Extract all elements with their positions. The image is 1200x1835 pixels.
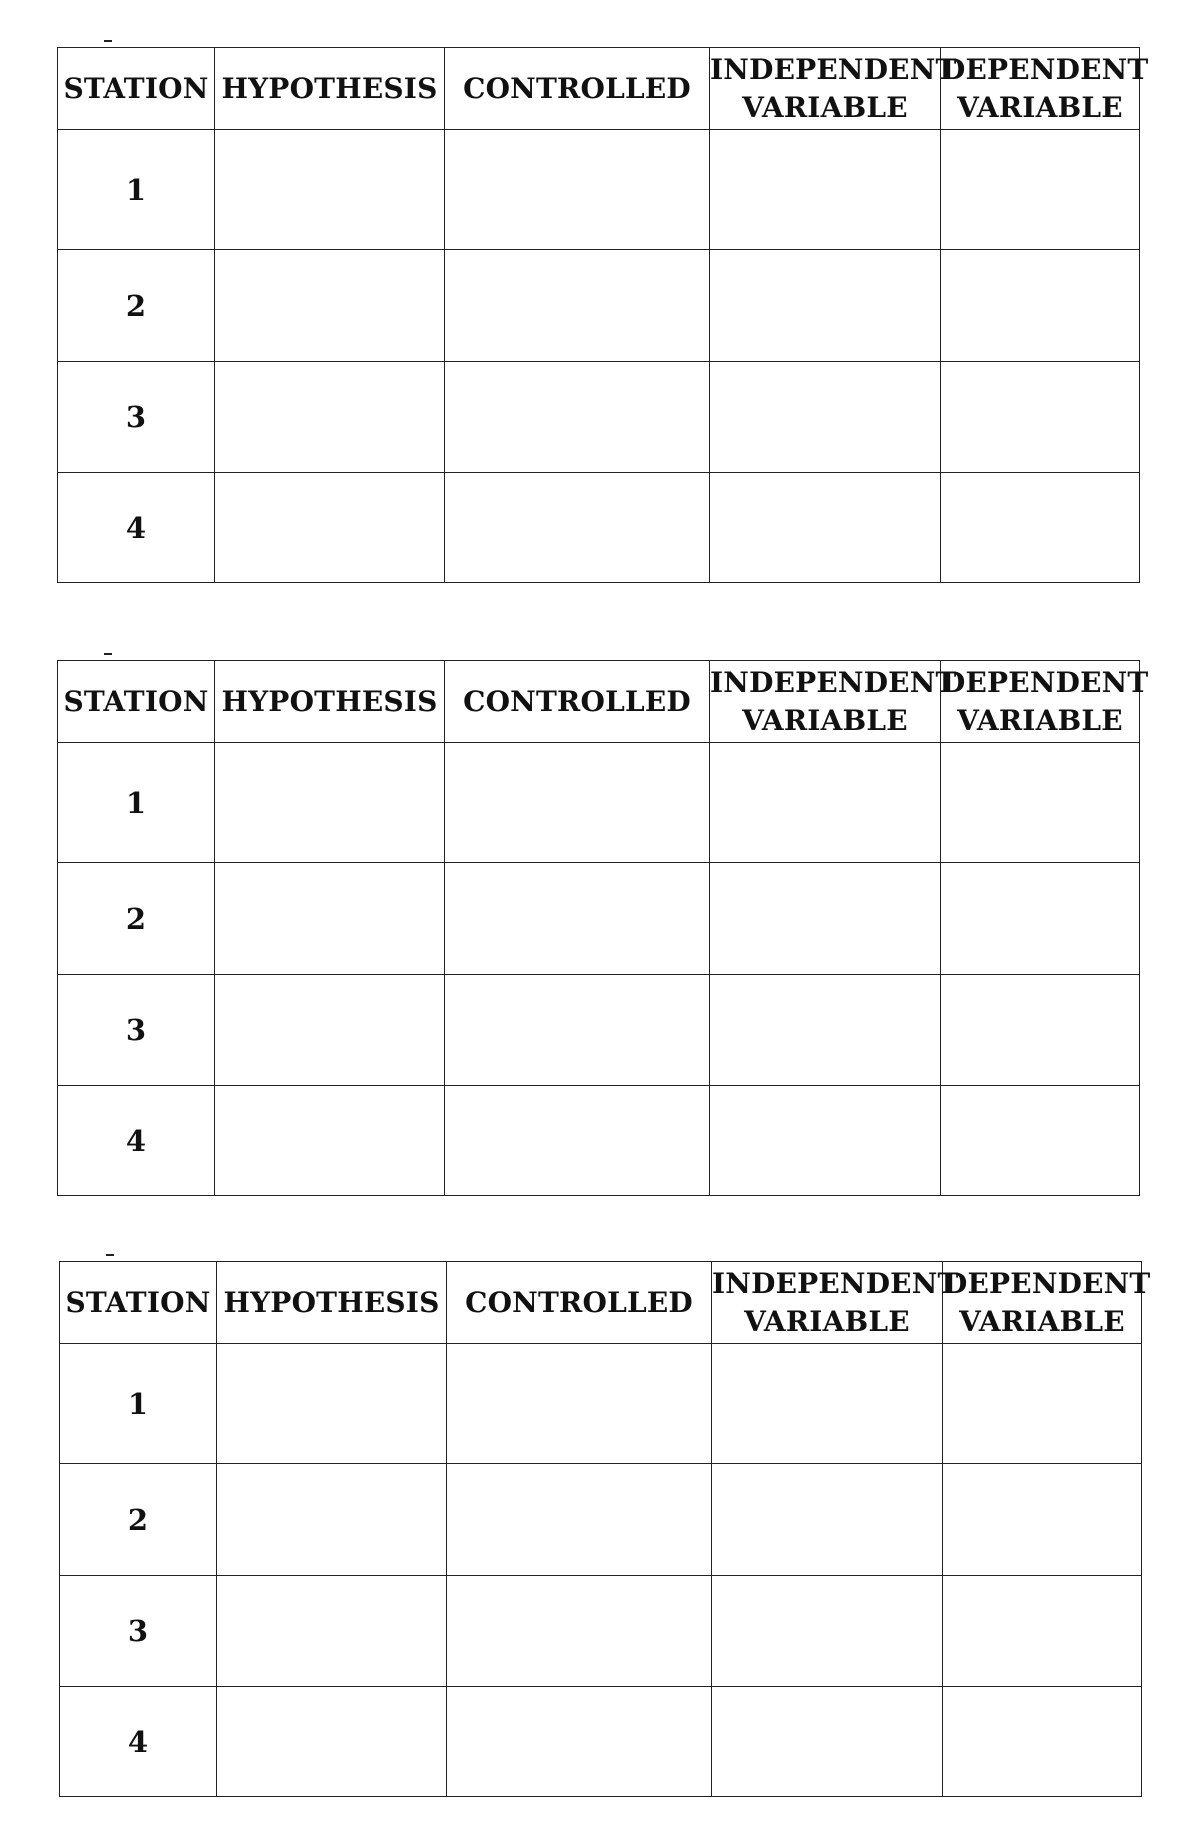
independent-variable-cell[interactable] bbox=[710, 1086, 941, 1196]
table-header-row bbox=[60, 1262, 1142, 1344]
table-header-row bbox=[58, 48, 1140, 130]
table-row bbox=[58, 975, 1140, 1086]
hypothesis-cell[interactable] bbox=[217, 1464, 447, 1576]
header-independent-variable bbox=[712, 1262, 959, 1344]
header-independent-line1: INDEPENDENT bbox=[712, 1266, 959, 1300]
table-row bbox=[58, 362, 1140, 473]
independent-variable-cell[interactable] bbox=[710, 473, 941, 583]
table-1-tick-mark bbox=[104, 40, 112, 42]
controlled-cell[interactable] bbox=[445, 1086, 710, 1196]
header-dependent-variable bbox=[941, 48, 1149, 130]
table-row bbox=[60, 1687, 1142, 1797]
independent-variable-cell[interactable] bbox=[712, 1344, 943, 1464]
dependent-variable-cell[interactable] bbox=[943, 1687, 1142, 1797]
header-controlled: CONTROLLED bbox=[445, 48, 710, 130]
controlled-cell[interactable] bbox=[447, 1687, 712, 1797]
station-number: 4 bbox=[60, 1687, 217, 1797]
independent-variable-cell[interactable] bbox=[710, 362, 941, 473]
header-independent-line1: INDEPENDENT bbox=[710, 52, 957, 86]
header-independent-line1: INDEPENDENT bbox=[710, 665, 957, 699]
independent-variable-cell[interactable] bbox=[710, 130, 941, 250]
controlled-cell[interactable] bbox=[447, 1344, 712, 1464]
station-table-3 bbox=[59, 1261, 1151, 1797]
table-row bbox=[58, 250, 1140, 362]
hypothesis-cell[interactable] bbox=[215, 743, 445, 863]
header-dependent-line2: VARIABLE bbox=[957, 90, 1123, 124]
table-row bbox=[58, 1086, 1140, 1196]
hypothesis-cell[interactable] bbox=[217, 1344, 447, 1464]
dependent-variable-cell[interactable] bbox=[941, 975, 1140, 1086]
table-row bbox=[60, 1464, 1142, 1576]
header-independent-line2: VARIABLE bbox=[742, 90, 908, 124]
header-independent-line2: VARIABLE bbox=[742, 703, 908, 737]
controlled-cell[interactable] bbox=[447, 1576, 712, 1687]
table-row bbox=[58, 473, 1140, 583]
header-controlled: CONTROLLED bbox=[447, 1262, 712, 1344]
header-dependent-line1: DEPENDENT bbox=[943, 1266, 1151, 1300]
header-independent-line2: VARIABLE bbox=[744, 1304, 910, 1338]
station-number: 3 bbox=[58, 362, 215, 473]
hypothesis-cell[interactable] bbox=[215, 130, 445, 250]
independent-variable-cell[interactable] bbox=[710, 743, 941, 863]
header-independent-variable bbox=[710, 661, 957, 743]
dependent-variable-cell[interactable] bbox=[943, 1464, 1142, 1576]
controlled-cell[interactable] bbox=[445, 130, 710, 250]
dependent-variable-cell[interactable] bbox=[941, 130, 1140, 250]
table-row bbox=[58, 743, 1140, 863]
header-station: STATION bbox=[60, 1262, 217, 1344]
controlled-cell[interactable] bbox=[445, 362, 710, 473]
dependent-variable-cell[interactable] bbox=[943, 1576, 1142, 1687]
station-number: 3 bbox=[58, 975, 215, 1086]
controlled-cell[interactable] bbox=[445, 473, 710, 583]
header-hypothesis: HYPOTHESIS bbox=[215, 48, 445, 130]
station-table-2 bbox=[57, 660, 1149, 1196]
dependent-variable-cell[interactable] bbox=[941, 1086, 1140, 1196]
station-number: 2 bbox=[60, 1464, 217, 1576]
hypothesis-cell[interactable] bbox=[215, 473, 445, 583]
independent-variable-cell[interactable] bbox=[710, 863, 941, 975]
dependent-variable-cell[interactable] bbox=[941, 250, 1140, 362]
header-station: STATION bbox=[58, 48, 215, 130]
dependent-variable-cell[interactable] bbox=[941, 743, 1140, 863]
header-dependent-variable bbox=[941, 661, 1149, 743]
independent-variable-cell[interactable] bbox=[710, 250, 941, 362]
hypothesis-cell[interactable] bbox=[215, 362, 445, 473]
header-dependent-line2: VARIABLE bbox=[957, 703, 1123, 737]
hypothesis-cell[interactable] bbox=[217, 1687, 447, 1797]
station-number: 1 bbox=[60, 1344, 217, 1464]
station-number: 4 bbox=[58, 473, 215, 583]
header-dependent-line1: DEPENDENT bbox=[941, 52, 1149, 86]
header-dependent-line1: DEPENDENT bbox=[941, 665, 1149, 699]
controlled-cell[interactable] bbox=[445, 743, 710, 863]
header-hypothesis: HYPOTHESIS bbox=[215, 661, 445, 743]
table-header-row bbox=[58, 661, 1140, 743]
table-row bbox=[60, 1576, 1142, 1687]
dependent-variable-cell[interactable] bbox=[941, 473, 1140, 583]
hypothesis-cell[interactable] bbox=[215, 1086, 445, 1196]
header-station: STATION bbox=[58, 661, 215, 743]
station-number: 2 bbox=[58, 863, 215, 975]
station-number: 1 bbox=[58, 743, 215, 863]
controlled-cell[interactable] bbox=[445, 975, 710, 1086]
dependent-variable-cell[interactable] bbox=[943, 1344, 1142, 1464]
header-hypothesis: HYPOTHESIS bbox=[217, 1262, 447, 1344]
station-number: 1 bbox=[58, 130, 215, 250]
header-dependent-variable bbox=[943, 1262, 1151, 1344]
controlled-cell[interactable] bbox=[447, 1464, 712, 1576]
station-number: 4 bbox=[58, 1086, 215, 1196]
station-number: 2 bbox=[58, 250, 215, 362]
controlled-cell[interactable] bbox=[445, 250, 710, 362]
table-row bbox=[60, 1344, 1142, 1464]
table-3-tick-mark bbox=[106, 1254, 114, 1256]
dependent-variable-cell[interactable] bbox=[941, 863, 1140, 975]
station-table-1 bbox=[57, 47, 1149, 583]
dependent-variable-cell[interactable] bbox=[941, 362, 1140, 473]
station-number: 3 bbox=[60, 1576, 217, 1687]
controlled-cell[interactable] bbox=[445, 863, 710, 975]
independent-variable-cell[interactable] bbox=[712, 1464, 943, 1576]
hypothesis-cell[interactable] bbox=[215, 863, 445, 975]
header-dependent-line2: VARIABLE bbox=[959, 1304, 1125, 1338]
hypothesis-cell[interactable] bbox=[217, 1576, 447, 1687]
independent-variable-cell[interactable] bbox=[712, 1576, 943, 1687]
header-independent-variable bbox=[710, 48, 957, 130]
hypothesis-cell[interactable] bbox=[215, 975, 445, 1086]
table-row bbox=[58, 863, 1140, 975]
independent-variable-cell[interactable] bbox=[712, 1687, 943, 1797]
header-controlled: CONTROLLED bbox=[445, 661, 710, 743]
table-row bbox=[58, 130, 1140, 250]
hypothesis-cell[interactable] bbox=[215, 250, 445, 362]
independent-variable-cell[interactable] bbox=[710, 975, 941, 1086]
table-2-tick-mark bbox=[104, 653, 112, 655]
